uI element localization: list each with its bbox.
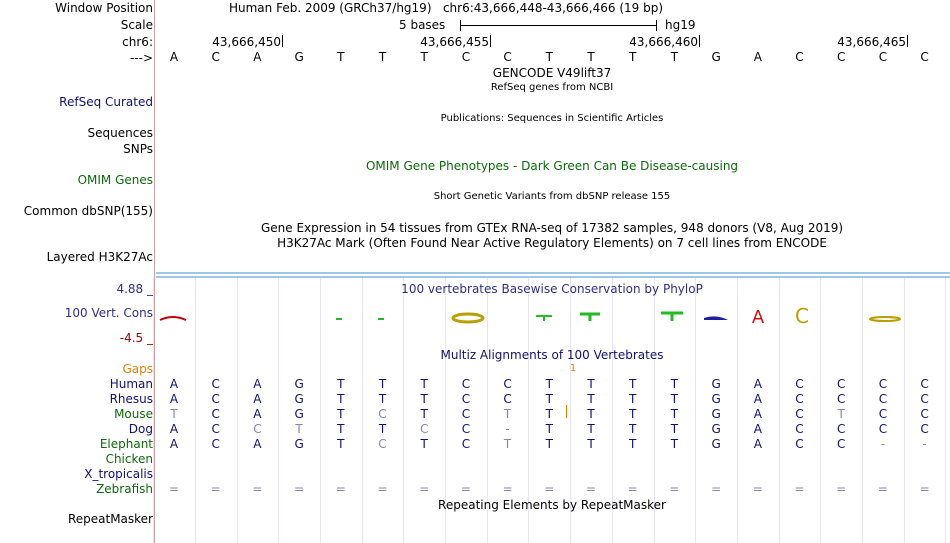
alignment-base-human: G	[711, 377, 721, 391]
alignment-base-mouse: T	[837, 407, 845, 421]
cons-mark-t3	[536, 316, 552, 321]
species-label-elephant[interactable]: Elephant	[99, 437, 153, 451]
alignment-base-human: A	[753, 377, 762, 391]
ruler-tick-label: 43,666,450	[212, 35, 281, 49]
scale-text: 5 bases	[399, 18, 446, 32]
insertion-marker	[566, 405, 567, 418]
gtex-title[interactable]: Gene Expression in 54 tissues from GTEx RNA-seq of 17382 samples, 948 donors (V8, Aug 2019)	[260, 221, 844, 235]
gencode-title[interactable]: GENCODE V49lift37	[492, 66, 612, 80]
alignment-base-dog: C	[253, 422, 262, 436]
alignment-base-human: C	[461, 377, 471, 391]
alignment-base-elephant: T	[503, 437, 512, 451]
alignment-base-rhesus: T	[545, 392, 553, 406]
sequence-base: C	[211, 50, 220, 64]
track-label-sequences[interactable]: Sequences	[87, 126, 153, 140]
alignment-base-mouse: A	[753, 407, 762, 421]
alignment-base-zebrafish: =	[794, 482, 805, 496]
alignment-base-dog: C	[878, 422, 888, 436]
alignment-base-human: T	[378, 377, 387, 391]
cons-mark-c3	[870, 317, 900, 321]
alignment-base-rhesus: C	[503, 392, 512, 406]
track-label-snps[interactable]: SNPs	[123, 142, 153, 156]
alignment-base-dog: C	[419, 422, 429, 436]
ruler-tick-label: 43,666,455	[420, 35, 489, 49]
sequence-base: T	[545, 50, 553, 64]
alignment-base-elephant: A	[753, 437, 762, 451]
alignment-base-human: A	[253, 377, 262, 391]
track-label-dbsnp[interactable]: Common dbSNP(155)	[23, 204, 153, 218]
alignment-base-human: C	[211, 377, 220, 391]
track-label-repeatmasker[interactable]: RepeatMasker	[67, 512, 153, 526]
alignment-base-elephant: C	[461, 437, 471, 451]
alignment-base-mouse: T	[670, 407, 679, 421]
label-divider	[154, 0, 155, 543]
alignment-base-mouse: T	[420, 407, 428, 421]
refseq-title[interactable]: RefSeq genes from NCBI	[490, 82, 614, 93]
track-label-column	[0, 0, 155, 543]
cons-mark-t2	[378, 318, 384, 320]
cons-mark-c2: C	[795, 304, 809, 326]
alignment-base-elephant: C	[795, 437, 804, 451]
assembly-title	[229, 1, 663, 15]
assembly-text: Human Feb. 2009 (GRCh37/hg19)	[228, 1, 432, 15]
alignment-base-human: T	[587, 377, 595, 391]
alignment-base-elephant: C	[378, 437, 387, 451]
alignment-base-mouse: G	[294, 407, 304, 421]
h3k27ac-signal-bar-2	[156, 276, 950, 278]
chrom-label: chr6:	[122, 35, 153, 49]
alignment-base-dog: T	[670, 422, 679, 436]
alignment-base-zebrafish: =	[168, 482, 180, 496]
alignment-base-mouse: C	[211, 407, 220, 421]
alignment-base-dog: T	[545, 422, 553, 436]
h3k27ac-title[interactable]: H3K27Ac Mark (Often Found Near Active Regulatory Elements) on 7 cell lines from ENCODE	[277, 236, 827, 250]
track-label-omim[interactable]: OMIM Genes	[77, 173, 153, 187]
base-guide-line	[153, 278, 154, 543]
alignment-base-zebrafish: =	[585, 482, 597, 496]
track-label-gaps[interactable]: Gaps	[122, 362, 153, 376]
cons-mark-a	[160, 317, 186, 320]
alignment-base-zebrafish: =	[919, 482, 930, 496]
alignment-base-human: T	[545, 377, 553, 391]
alignment-base-elephant: C	[836, 437, 846, 451]
alignment-base-human: T	[670, 377, 679, 391]
alignment-base-rhesus: T	[587, 392, 595, 406]
track-label-refseq[interactable]: RefSeq Curated	[59, 95, 153, 109]
sequence-base: C	[920, 50, 929, 64]
cons-min-label: -4.5 _	[119, 331, 153, 345]
sequence-base: A	[753, 50, 762, 64]
alignment-base-elephant: T	[629, 437, 637, 451]
species-label-rhesus[interactable]: Rhesus	[109, 392, 153, 406]
alignment-base-elephant: A	[169, 437, 179, 451]
h3k27ac-signal-bar	[156, 272, 950, 274]
sequence-base: A	[169, 50, 179, 64]
alignment-base-dog: C	[920, 422, 929, 436]
publications-title[interactable]: Publications: Sequences in Scientific Articles	[440, 113, 664, 124]
phylop-title[interactable]: 100 vertebrates Basewise Conservation by PhyloP	[401, 282, 703, 296]
cons-mark-t5	[661, 313, 683, 321]
alignment-base-rhesus: T	[629, 392, 637, 406]
alignment-base-zebrafish: =	[377, 482, 388, 496]
alignment-base-elephant: T	[670, 437, 679, 451]
sequence-base: G	[711, 50, 721, 64]
alignment-base-rhesus: T	[378, 392, 387, 406]
scale-bar	[399, 18, 839, 34]
alignment-base-rhesus: G	[294, 392, 304, 406]
sequence-base: T	[629, 50, 637, 64]
omim-title[interactable]: OMIM Gene Phenotypes - Dark Green Can Be Disease-causing	[365, 159, 739, 173]
ruler-tick	[490, 35, 491, 47]
alignment-base-mouse: G	[711, 407, 721, 421]
alignment-base-dog: C	[836, 422, 846, 436]
alignment-base-rhesus: T	[670, 392, 679, 406]
alignment-base-elephant: -	[922, 437, 927, 451]
sequence-base: A	[253, 50, 262, 64]
ruler-tick	[282, 35, 283, 47]
sequence-base: C	[878, 50, 888, 64]
alignment-base-zebrafish: =	[419, 482, 430, 496]
alignment-base-mouse: A	[253, 407, 262, 421]
position-ruler[interactable]	[156, 34, 950, 50]
alignment-base-zebrafish: =	[460, 482, 471, 496]
alignment-base-zebrafish: =	[502, 482, 513, 496]
sequence-base: C	[461, 50, 471, 64]
alignment-base-mouse: C	[378, 407, 387, 421]
species-label-zebrafish[interactable]: Zebrafish	[96, 482, 153, 496]
alignment-base-rhesus: C	[920, 392, 929, 406]
alignment-base-dog: C	[795, 422, 804, 436]
sequence-base: T	[670, 50, 679, 64]
alignment-base-dog: T	[587, 422, 595, 436]
ruler-tick-label: 43,666,465	[837, 35, 906, 49]
species-label-human[interactable]: Human	[109, 377, 153, 391]
alignment-base-mouse: C	[795, 407, 804, 421]
window-position-label: Window Position	[55, 1, 153, 15]
alignment-base-mouse: T	[629, 407, 637, 421]
scale-label: Scale	[120, 18, 153, 32]
alignment-base-zebrafish: =	[877, 482, 888, 496]
alignment-base-dog: T	[378, 422, 387, 436]
alignment-base-mouse: T	[337, 407, 345, 421]
alignment-base-human: C	[878, 377, 888, 391]
alignment-base-human: T	[420, 377, 428, 391]
alignment-base-elephant: T	[420, 437, 428, 451]
alignment-base-zebrafish: =	[252, 482, 263, 496]
species-label-dog[interactable]: Dog	[128, 422, 153, 436]
alignment-base-elephant: A	[253, 437, 262, 451]
alignment-base-rhesus: A	[253, 392, 262, 406]
alignment-base-elephant: G	[294, 437, 304, 451]
alignment-base-rhesus: A	[753, 392, 762, 406]
alignment-base-elephant: T	[337, 437, 345, 451]
cons-mark-a2: A	[751, 307, 765, 326]
alignment-base-mouse: C	[878, 407, 888, 421]
alignment-base-dog: C	[461, 422, 471, 436]
strand-label[interactable]: --->	[129, 51, 153, 65]
dbsnp-title[interactable]: Short Genetic Variants from dbSNP release 155	[433, 191, 671, 202]
alignment-base-dog: C	[211, 422, 220, 436]
alignment-base-rhesus: A	[169, 392, 179, 406]
alignment-base-dog: -	[505, 422, 510, 436]
alignment-base-dog: T	[337, 422, 345, 436]
species-label-chicken[interactable]: Chicken	[105, 452, 153, 466]
scale-bar-right-end	[656, 20, 657, 31]
scale-bar-line	[460, 25, 657, 26]
alignment-base-rhesus: C	[211, 392, 220, 406]
alignment-base-human: C	[920, 377, 929, 391]
base-sequence-row	[156, 50, 950, 64]
cons-max-label: 4.88 _	[116, 282, 153, 296]
cons-mark-t4	[580, 314, 600, 321]
gap-count-mark: 1	[569, 363, 577, 374]
alignment-base-zebrafish: =	[210, 482, 221, 496]
ruler-tick	[699, 35, 700, 47]
track-image-area[interactable]	[156, 0, 950, 543]
alignment-base-human: T	[629, 377, 637, 391]
alignment-base-rhesus: C	[795, 392, 804, 406]
alignment-base-rhesus: C	[878, 392, 888, 406]
alignment-base-dog: T	[295, 422, 303, 436]
ruler-tick	[907, 35, 908, 47]
conservation-logo	[156, 304, 950, 326]
track-label-h3k27ac[interactable]: Layered H3K27Ac	[46, 250, 153, 264]
species-label-x-tropicalis[interactable]: X_tropicalis	[84, 467, 153, 481]
alignment-base-rhesus: G	[711, 392, 721, 406]
alignment-base-mouse: C	[920, 407, 929, 421]
sequence-base: G	[294, 50, 304, 64]
alignment-base-elephant: G	[711, 437, 721, 451]
alignment-base-zebrafish: =	[335, 482, 346, 496]
track-label-cons[interactable]: 100 Vert. Cons	[64, 306, 153, 320]
alignment-base-zebrafish: =	[711, 482, 722, 496]
alignment-base-mouse: T	[587, 407, 595, 421]
alignment-base-mouse: C	[461, 407, 471, 421]
sequence-base: T	[420, 50, 428, 64]
scale-db: hg19	[665, 18, 696, 32]
alignment-base-elephant: C	[211, 437, 220, 451]
alignment-base-zebrafish: =	[836, 482, 847, 496]
sequence-base: T	[337, 50, 345, 64]
alignment-base-mouse: T	[545, 407, 553, 421]
alignment-base-human: T	[337, 377, 345, 391]
alignment-base-mouse: T	[170, 407, 178, 421]
ruler-tick-label: 43,666,460	[629, 35, 698, 49]
alignment-base-human: A	[169, 377, 179, 391]
alignment-base-zebrafish: =	[294, 482, 305, 496]
alignment-base-human: G	[294, 377, 304, 391]
alignment-base-elephant: -	[880, 437, 886, 451]
sequence-base: C	[503, 50, 512, 64]
alignment-base-dog: T	[629, 422, 637, 436]
alignment-base-rhesus: T	[420, 392, 428, 406]
sequence-base: C	[836, 50, 846, 64]
alignment-base-rhesus: C	[836, 392, 846, 406]
cons-mark-g	[704, 316, 728, 320]
alignment-base-zebrafish: =	[627, 482, 638, 496]
sequence-base: T	[587, 50, 595, 64]
sequence-base: C	[795, 50, 804, 64]
alignment-base-human: C	[795, 377, 804, 391]
alignment-base-elephant: T	[587, 437, 595, 451]
alignment-base-zebrafish: =	[669, 482, 680, 496]
alignment-base-zebrafish: =	[544, 482, 555, 496]
position-text: chr6:43,666,448-43,666,466 (19 bp)	[442, 1, 664, 15]
species-label-mouse[interactable]: Mouse	[114, 407, 153, 421]
alignment-base-rhesus: C	[461, 392, 471, 406]
cons-mark-t1	[336, 318, 342, 320]
alignment-base-human: C	[836, 377, 846, 391]
alignment-base-rhesus: T	[337, 392, 345, 406]
alignment-base-mouse: T	[503, 407, 512, 421]
repeatmasker-title[interactable]: Repeating Elements by RepeatMasker	[438, 498, 666, 512]
alignment-base-zebrafish: =	[752, 482, 763, 496]
cons-mark-c1	[453, 314, 483, 322]
alignment-base-elephant: T	[545, 437, 553, 451]
sequence-base: T	[378, 50, 387, 64]
alignment-base-dog: A	[169, 422, 179, 436]
multiz-title[interactable]: Multiz Alignments of 100 Vertebrates	[440, 348, 664, 362]
alignment-base-human: C	[503, 377, 512, 391]
alignment-base-dog: G	[711, 422, 721, 436]
alignment-base-dog: A	[753, 422, 762, 436]
